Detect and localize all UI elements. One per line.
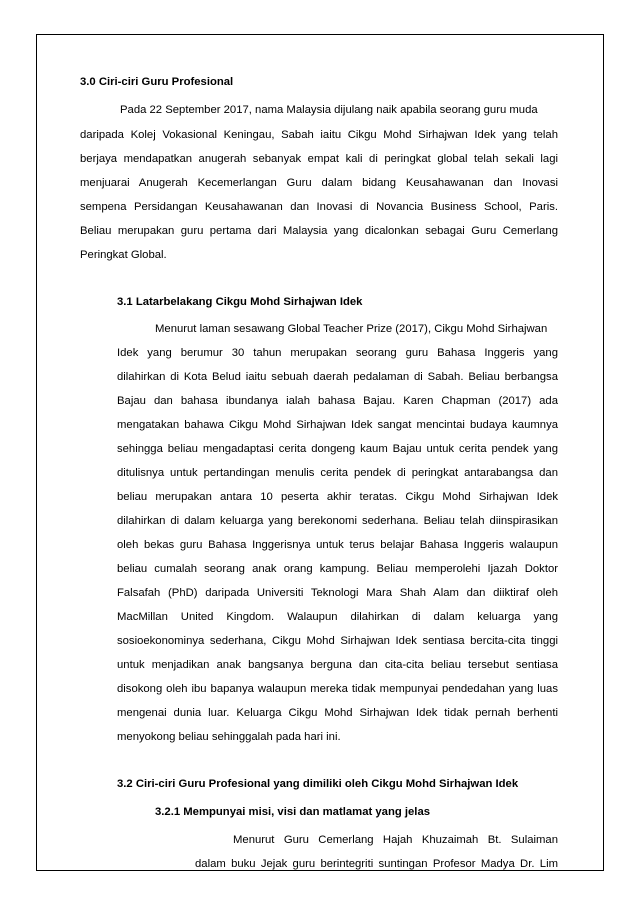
paragraph-line: oleh bekas guru Bahasa Inggerisnya untuk terus belajar Bahasa Inggeris walaupun — [117, 539, 558, 551]
paragraph-line: Idek yang berumur 30 tahun merupakan seorang guru Bahasa Inggeris yang — [117, 347, 558, 359]
paragraph-line: menjuarai Anugerah Kecemerlangan Guru dalam bidang Keusahawanan dan Inovasi — [80, 177, 558, 189]
paragraph-line: mengenai dunia luar. Keluarga Cikgu Mohd Sirhajwan Idek tidak pernah berhenti — [117, 707, 558, 719]
paragraph-line: dilahirkan di dalam keluarga yang berekonomi sederhana. Beliau telah diinspirasikan — [117, 515, 558, 527]
paragraph-line: Menurut laman sesawang Global Teacher Prize (2017), Cikgu Mohd Sirhajwan — [155, 323, 548, 335]
paragraph-line: dalam buku Jejak guru berintegriti suntingan Profesor Madya Dr. Lim — [195, 858, 558, 870]
paragraph-line: sempena Persidangan Keusahawanan dan Inovasi di Novancia Business School, Paris. — [80, 201, 558, 213]
paragraph-line: beliau cumalah seorang anak orang kampung. Beliau memperolehi Ijazah Doktor — [117, 563, 558, 575]
sub-subsection-heading: 3.2.1 Mempunyai misi, visi dan matlamat yang jelas — [155, 806, 431, 818]
paragraph-line: Bajau dan bahasa ibundanya ialah bahasa Bajau. Karen Chapman (2017) ada — [117, 395, 558, 407]
paragraph-line: ditulisnya untuk pertandingan menulis cerita pendek di peringkat antarabangsa dan — [117, 467, 558, 479]
paragraph-line: beliau merupakan antara 10 peserta akhir teratas. Cikgu Mohd Sirhajwan Idek — [117, 491, 558, 503]
paragraph-line: dilahirkan di Kota Belud iaitu sebuah daerah pedalaman di Sabah. Beliau berbangsa — [117, 371, 558, 383]
subsection-heading: 3.2 Ciri-ciri Guru Profesional yang dimiliki oleh Cikgu Mohd Sirhajwan Idek — [117, 778, 519, 790]
paragraph-line: daripada Kolej Vokasional Keningau, Sabah iaitu Cikgu Mohd Sirhajwan Idek yang telah — [80, 129, 558, 141]
paragraph-line: Beliau merupakan guru pertama dari Malaysia yang dicalonkan sebagai Guru Cemerlang — [80, 225, 558, 237]
paragraph-line: disokong oleh ibu bapanya walaupun mereka tidak mempunyai pendedahan yang luas — [117, 683, 558, 695]
paragraph-line: Pada 22 September 2017, nama Malaysia dijulang naik apabila seorang guru muda — [120, 104, 538, 116]
paragraph-line: MacMillan United Kingdom. Walaupun dilahirkan di dalam keluarga yang — [117, 611, 558, 623]
paragraph-line: sosioekonominya sederhana, Cikgu Mohd Sirhajwan Idek sentiasa bercita-cita tinggi — [117, 635, 558, 647]
paragraph-line: menyokong beliau sehinggalah pada hari ini. — [117, 731, 341, 743]
paragraph-line: berjaya mendapatkan anugerah sebanyak empat kali di peringkat global telah sekali lagi — [80, 153, 558, 165]
section-heading: 3.0 Ciri-ciri Guru Profesional — [80, 76, 234, 88]
paragraph-line: Menurut Guru Cemerlang Hajah Khuzaimah Bt. Sulaiman — [233, 834, 558, 846]
paragraph-line: Peringkat Global. — [80, 249, 167, 261]
paragraph-line: sehingga beliau mengadaptasi cerita dongeng kaum Bajau untuk cerita pendek yang — [117, 443, 558, 455]
subsection-heading: 3.1 Latarbelakang Cikgu Mohd Sirhajwan Idek — [117, 296, 363, 308]
paragraph-line: Falsafah (PhD) daripada Universiti Teknologi Mara Shah Alam dan diiktiraf oleh — [117, 587, 558, 599]
paragraph-line: untuk menjadikan anak bangsanya berguna dan cita-cita beliau tersebut sentiasa — [117, 659, 558, 671]
paragraph-line: mengatakan bahawa Cikgu Mohd Sirhajwan Idek sangat mencintai budaya kaumnya — [117, 419, 558, 431]
